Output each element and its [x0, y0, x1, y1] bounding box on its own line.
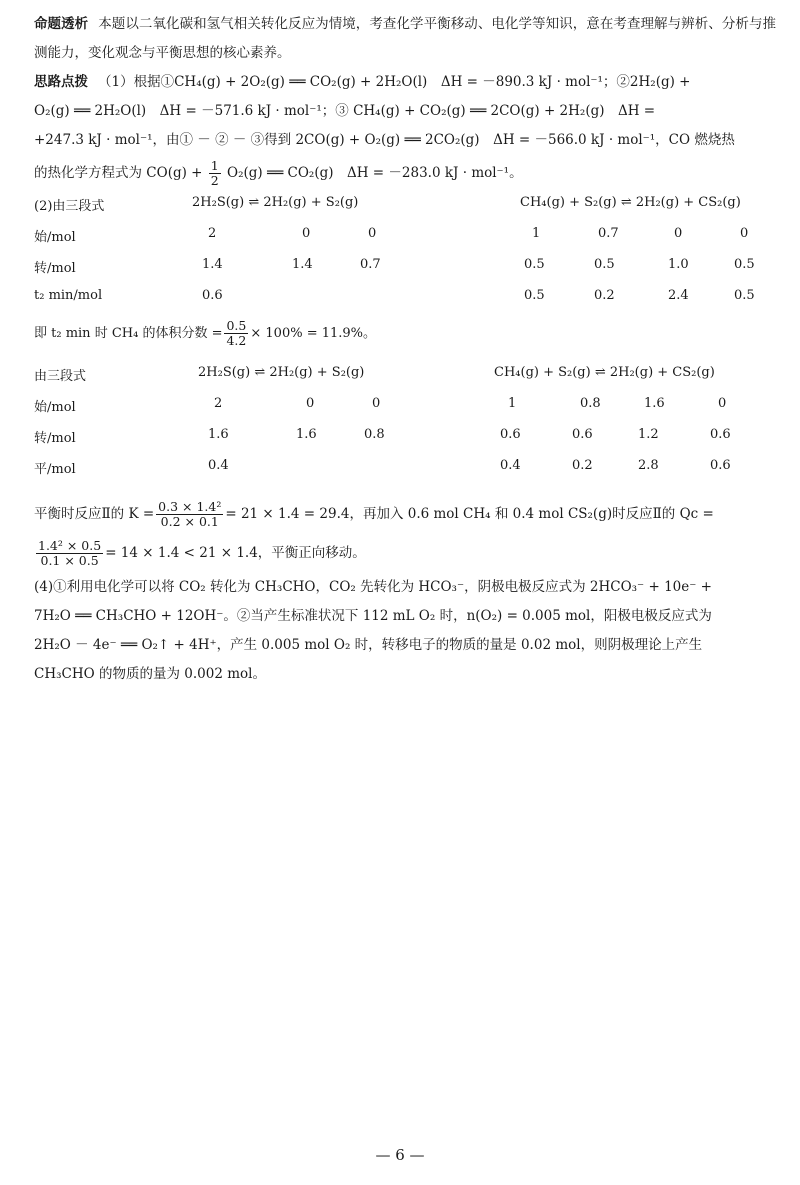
- table1-cell: 0.7: [360, 257, 381, 272]
- table2-cell: 0.8: [580, 396, 601, 411]
- q-numerator: 1.4² × 0.5: [38, 538, 102, 553]
- k-numerator: 0.3 × 1.4²: [158, 499, 222, 514]
- part4-line-3: 2H₂O － 4e⁻ ══ O₂↑ + 4H⁺，产生 0.005 mol O₂ 时，转移电子的物质的量是 0.02 mol，则阴极理论上产生: [34, 637, 703, 653]
- table2-cell: 0.6: [500, 427, 521, 442]
- table1-row-label: 始/mol: [34, 230, 76, 245]
- half-denominator: 2: [210, 173, 219, 188]
- table2-equation-left: 2H₂S(g) ⇌ 2H₂(g) + S₂(g): [198, 365, 365, 380]
- table1-cell: 0.5: [524, 288, 545, 303]
- table2-row-label: 始/mol: [34, 400, 76, 415]
- table2-cell: 1: [508, 396, 517, 411]
- table1-cell: 0.2: [594, 288, 615, 303]
- hint-line-1: [34, 68, 776, 97]
- table2-cell: 0.8: [364, 427, 385, 442]
- hint-line-2: O₂(g) ══ 2H₂O(l) ΔH = －571.6 kJ · mol⁻¹；③ CH₄(g) + CO₂(g) ══ 2CO(g) + 2H₂(g) ΔH =: [34, 103, 656, 119]
- hint-line-3: +247.3 kJ · mol⁻¹，由① － ② － ③得到 2CO(g) + O₂(g) ══ 2CO₂(g) ΔH = －566.0 kJ · mol⁻¹，CO 燃烧热: [34, 132, 735, 148]
- document-page: [34, 10, 776, 689]
- header-label: 命题透析: [34, 16, 89, 32]
- table1-equation-right: CH₄(g) + S₂(g) ⇌ 2H₂(g) + CS₂(g): [520, 195, 741, 210]
- table2-cell: 0.4: [500, 458, 521, 473]
- table1-cell: 0.6: [202, 288, 223, 303]
- table2-row-label: 平/mol: [34, 462, 76, 477]
- equilibrium-line-1: [34, 495, 776, 533]
- q-denominator: 0.1 × 0.5: [40, 553, 99, 568]
- table2-intro: 由三段式: [34, 369, 87, 384]
- hint-text-4-pre: 的热化学方程式为 CO(g) +: [34, 165, 203, 181]
- table2-cell: 0.2: [572, 458, 593, 473]
- header-text: 本题以二氧化碳和氢气相关转化反应为情境，考查化学平衡移动、电化学等知识，意在考查理解与辨析、分析与推测能力，变化观念与平衡思想的核心素养。: [34, 16, 777, 61]
- part4-line-1: (4)①利用电化学可以将 CO₂ 转化为 CH₃CHO，CO₂ 先转化为 HCO₃⁻，阴极电极反应式为 2HCO₃⁻ + 10e⁻ +: [34, 579, 712, 595]
- k-fraction: [156, 500, 223, 529]
- table2-cell: 0.6: [710, 427, 731, 442]
- table1-cell: 0.7: [598, 226, 619, 241]
- half-fraction: [209, 159, 221, 188]
- table2-cell: 0.4: [208, 458, 229, 473]
- table2-cell: 1.2: [638, 427, 659, 442]
- table1-cell: 2: [208, 226, 217, 241]
- table1-row-label: t₂ min/mol: [34, 288, 103, 303]
- table2-cell: 0.6: [710, 458, 731, 473]
- volume-fraction-numerator: 0.5: [226, 318, 247, 333]
- table2-cell: 1.6: [644, 396, 665, 411]
- hint-line-4: [34, 155, 776, 191]
- equilibrium-pre: 平衡时反应Ⅱ的 K =: [34, 506, 155, 522]
- hint-text-4-post: O₂(g) ══ CO₂(g) ΔH = －283.0 kJ · mol⁻¹。: [227, 165, 523, 181]
- table2-cell: 0: [306, 396, 315, 411]
- volume-fraction-pre: 即 t₂ min 时 CH₄ 的体积分数 =: [34, 326, 223, 341]
- table1-cell: 0.5: [594, 257, 615, 272]
- equilibrium-post: = 14 × 1.4 < 21 × 1.4，平衡正向移动。: [105, 545, 366, 561]
- table1-cell: 1.4: [292, 257, 313, 272]
- volume-fraction: [224, 319, 248, 348]
- table1-cell: 0.5: [524, 257, 545, 272]
- k-denominator: 0.2 × 0.1: [160, 514, 219, 529]
- three-stage-table-1: [34, 191, 776, 351]
- hint-label: 思路点拨: [34, 74, 88, 90]
- hint-text-1: （1）根据①CH₄(g) + 2O₂(g) ══ CO₂(g) + 2H₂O(l) ΔH = －890.3 kJ · mol⁻¹；②2H₂(g) +: [98, 74, 691, 90]
- volume-fraction-post: × 100% = 11.9%。: [250, 326, 377, 341]
- table1-cell: 0.5: [734, 257, 755, 272]
- equilibrium-line-2: [34, 533, 776, 573]
- table1-intro: (2)由三段式: [34, 199, 105, 214]
- table2-cell: 1.6: [208, 427, 229, 442]
- table2-cell: 2.8: [638, 458, 659, 473]
- table1-cell: 0: [368, 226, 377, 241]
- table1-cell: 1.0: [668, 257, 689, 272]
- table1-row-label: 转/mol: [34, 261, 76, 276]
- equilibrium-mid: = 21 × 1.4 = 29.4，再加入 0.6 mol CH₄ 和 0.4 mol CS₂(g)时反应Ⅱ的 Qc =: [225, 506, 714, 522]
- table1-cell: 1: [532, 226, 541, 241]
- table2-cell: 1.6: [296, 427, 317, 442]
- table1-equation-left: 2H₂S(g) ⇌ 2H₂(g) + S₂(g): [192, 195, 359, 210]
- table2-row-label: 转/mol: [34, 431, 76, 446]
- half-numerator: 1: [210, 158, 219, 173]
- volume-fraction-denominator: 4.2: [226, 333, 247, 348]
- part4-line-2: 7H₂O ══ CH₃CHO + 12OH⁻。②当产生标准状况下 112 mL O₂ 时，n(O₂) = 0.005 mol，阳极电极反应式为: [34, 608, 712, 624]
- table2-cell: 0: [372, 396, 381, 411]
- part4-line-4: CH₃CHO 的物质的量为 0.002 mol。: [34, 666, 266, 682]
- volume-fraction-line: [34, 319, 376, 348]
- three-stage-table-2: [34, 361, 776, 489]
- table2-cell: 0.6: [572, 427, 593, 442]
- table1-cell: 0: [740, 226, 749, 241]
- table2-cell: 2: [214, 396, 223, 411]
- q-fraction: [36, 539, 103, 568]
- table2-cell: 0: [718, 396, 727, 411]
- table1-cell: 0: [302, 226, 311, 241]
- page-number: — 6 —: [375, 1146, 425, 1164]
- table1-cell: 2.4: [668, 288, 689, 303]
- table2-equation-right: CH₄(g) + S₂(g) ⇌ 2H₂(g) + CS₂(g): [494, 365, 715, 380]
- intro-paragraph: [34, 10, 776, 68]
- table1-cell: 0.5: [734, 288, 755, 303]
- table1-cell: 1.4: [202, 257, 223, 272]
- table1-cell: 0: [674, 226, 683, 241]
